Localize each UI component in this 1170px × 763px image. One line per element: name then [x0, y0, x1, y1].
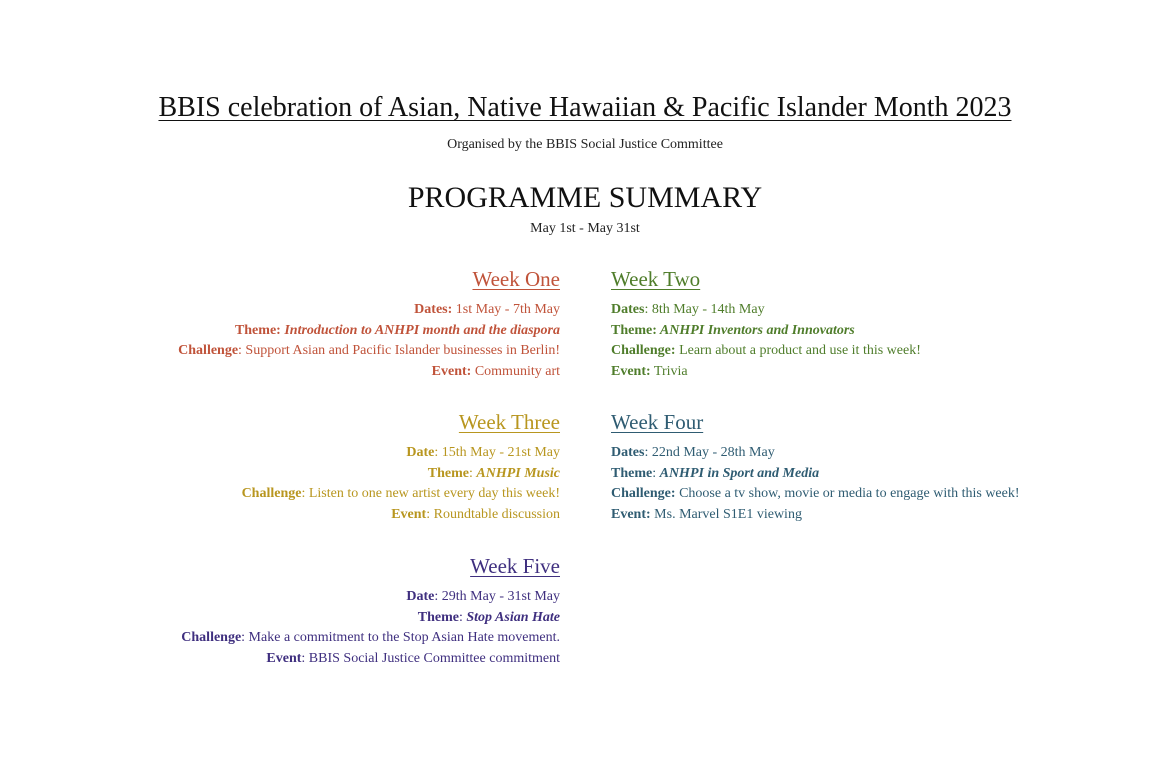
theme-label: Theme: [417, 609, 459, 625]
programme-date-range: May 1st - May 31st: [530, 221, 640, 236]
event-label: Event:: [611, 363, 651, 379]
week-challenge: [100, 484, 560, 505]
event-value: Ms. Marvel S1E1 viewing: [650, 506, 802, 522]
theme-label: Theme: [427, 465, 469, 481]
event-value: Trivia: [650, 363, 688, 379]
dates-label: Dates: [611, 445, 645, 460]
theme-colon: :: [652, 465, 660, 481]
week-three-block: [100, 409, 560, 525]
week-event: [100, 362, 560, 383]
challenge-label: Challenge:: [611, 486, 676, 501]
dates-label: Dates:: [414, 302, 453, 317]
theme-value: ANHPI Music: [476, 465, 560, 481]
week-challenge: [100, 341, 560, 362]
week-title: Week Four: [611, 410, 704, 434]
theme-label: Theme:: [234, 322, 281, 338]
week-challenge: [100, 628, 560, 649]
document-title: BBIS celebration of Asian, Native Hawaiian & Pacific Islander Month 2023: [158, 92, 1012, 123]
dates-value: 1st May - 7th May: [452, 302, 560, 317]
week-title: Week Two: [611, 267, 701, 291]
theme-value: ANHPI Inventors and Innovators: [656, 322, 855, 338]
challenge-label: Challenge: [178, 343, 239, 358]
theme-colon: :: [458, 609, 467, 625]
week-dates: [100, 587, 560, 608]
week-one-block: [100, 266, 560, 382]
dates-value: : 15th May - 21st May: [434, 445, 560, 460]
event-label: Event: [391, 506, 427, 522]
theme-value: Stop Asian Hate: [466, 609, 560, 625]
theme-value: ANHPI in Sport and Media: [659, 465, 820, 481]
week-dates: [100, 300, 560, 321]
week-challenge: [611, 341, 1071, 362]
challenge-value: : Support Asian and Pacific Islander businesses in Berlin!: [238, 343, 560, 358]
document-subtitle: Organised by the BBIS Social Justice Committee: [447, 137, 723, 152]
week-theme: [100, 464, 560, 485]
theme-label: Theme:: [611, 322, 657, 338]
week-dates: [611, 300, 1071, 321]
programme-heading: PROGRAMME SUMMARY: [407, 181, 763, 214]
challenge-value: Learn about a product and use it this week!: [675, 343, 921, 358]
event-label: Event:: [611, 506, 651, 522]
event-label: Event: [266, 650, 302, 666]
challenge-label: Challenge:: [611, 343, 676, 358]
challenge-label: Challenge: [181, 630, 242, 645]
dates-label: Date: [406, 445, 435, 460]
event-value: : Roundtable discussion: [426, 506, 560, 522]
week-title: Week Three: [458, 410, 560, 434]
dates-label: Date: [406, 589, 435, 604]
week-dates: [611, 443, 1071, 464]
event-value: Community art: [471, 363, 560, 379]
dates-label: Dates: [611, 302, 645, 317]
week-title: Week Five: [470, 554, 560, 578]
week-event: [611, 362, 1071, 383]
challenge-value: : Listen to one new artist every day this week!: [301, 486, 560, 501]
dates-value: : 22nd May - 28th May: [644, 445, 775, 460]
week-challenge: [611, 484, 1071, 505]
week-theme: [611, 464, 1071, 485]
week-event: [100, 505, 560, 526]
challenge-value: : Make a commitment to the Stop Asian Hate movement.: [241, 630, 560, 645]
week-event: [100, 649, 560, 670]
week-theme: [100, 321, 560, 342]
theme-colon: :: [468, 465, 477, 481]
theme-value: Introduction to ANHPI month and the diaspora: [280, 322, 560, 338]
week-title: Week One: [472, 267, 560, 291]
dates-value: : 8th May - 14th May: [644, 302, 765, 317]
week-dates: [100, 443, 560, 464]
week-theme: [100, 608, 560, 629]
challenge-value: Choose a tv show, movie or media to engage with this week!: [675, 486, 1020, 501]
challenge-label: Challenge: [241, 486, 302, 501]
week-two-block: [611, 266, 1071, 382]
event-value: : BBIS Social Justice Committee commitment: [301, 650, 560, 666]
week-five-block: [100, 553, 560, 669]
week-four-block: [611, 409, 1071, 525]
week-event: [611, 505, 1071, 526]
week-theme: [611, 321, 1071, 342]
theme-label: Theme: [611, 465, 653, 481]
event-label: Event:: [431, 363, 472, 379]
dates-value: : 29th May - 31st May: [434, 589, 560, 604]
